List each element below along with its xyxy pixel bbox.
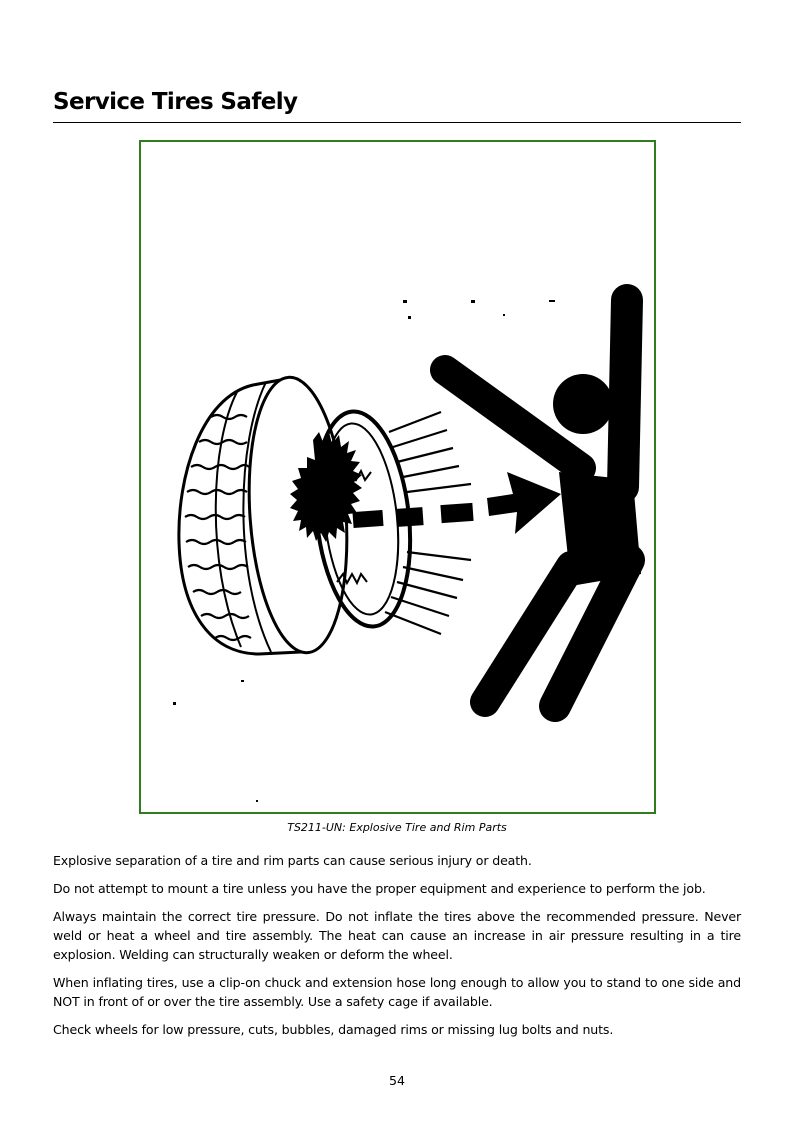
paragraph: Always maintain the correct tire pressure. Do not inflate the tires above the recommended pressure. Never weld or heat a wheel and tire assembly. The heat can cause an increase in air pressure resulting in a tire explosion. Welding can structurally weaken or deform the wheel. [53,909,741,962]
title-divider [53,122,741,123]
body-text [53,851,741,1048]
explosive-tire-hazard-illustration [141,142,654,812]
paragraph: Check wheels for low pressure, cuts, bubbles, damaged rims or missing lug bolts and nuts. [53,1022,614,1037]
projectile-arrow-icon [352,472,561,534]
paragraph: Explosive separation of a tire and rim parts can cause serious injury or death. [53,853,532,868]
page-title: Service Tires Safely [53,89,298,115]
tire-icon [179,374,362,656]
paragraph: When inflating tires, use a clip-on chuck and extension hose long enough to allow you to stand to one side and NOT in front of or over the tire assembly. Use a safety cage if available. [53,975,741,1009]
page-number: 54 [388,1073,406,1088]
figure-frame [139,140,656,814]
figure-caption: TS211-UN: Explosive Tire and Rim Parts [287,821,507,834]
paragraph: Do not attempt to mount a tire unless you have the proper equipment and experience to perform the job. [53,881,706,896]
